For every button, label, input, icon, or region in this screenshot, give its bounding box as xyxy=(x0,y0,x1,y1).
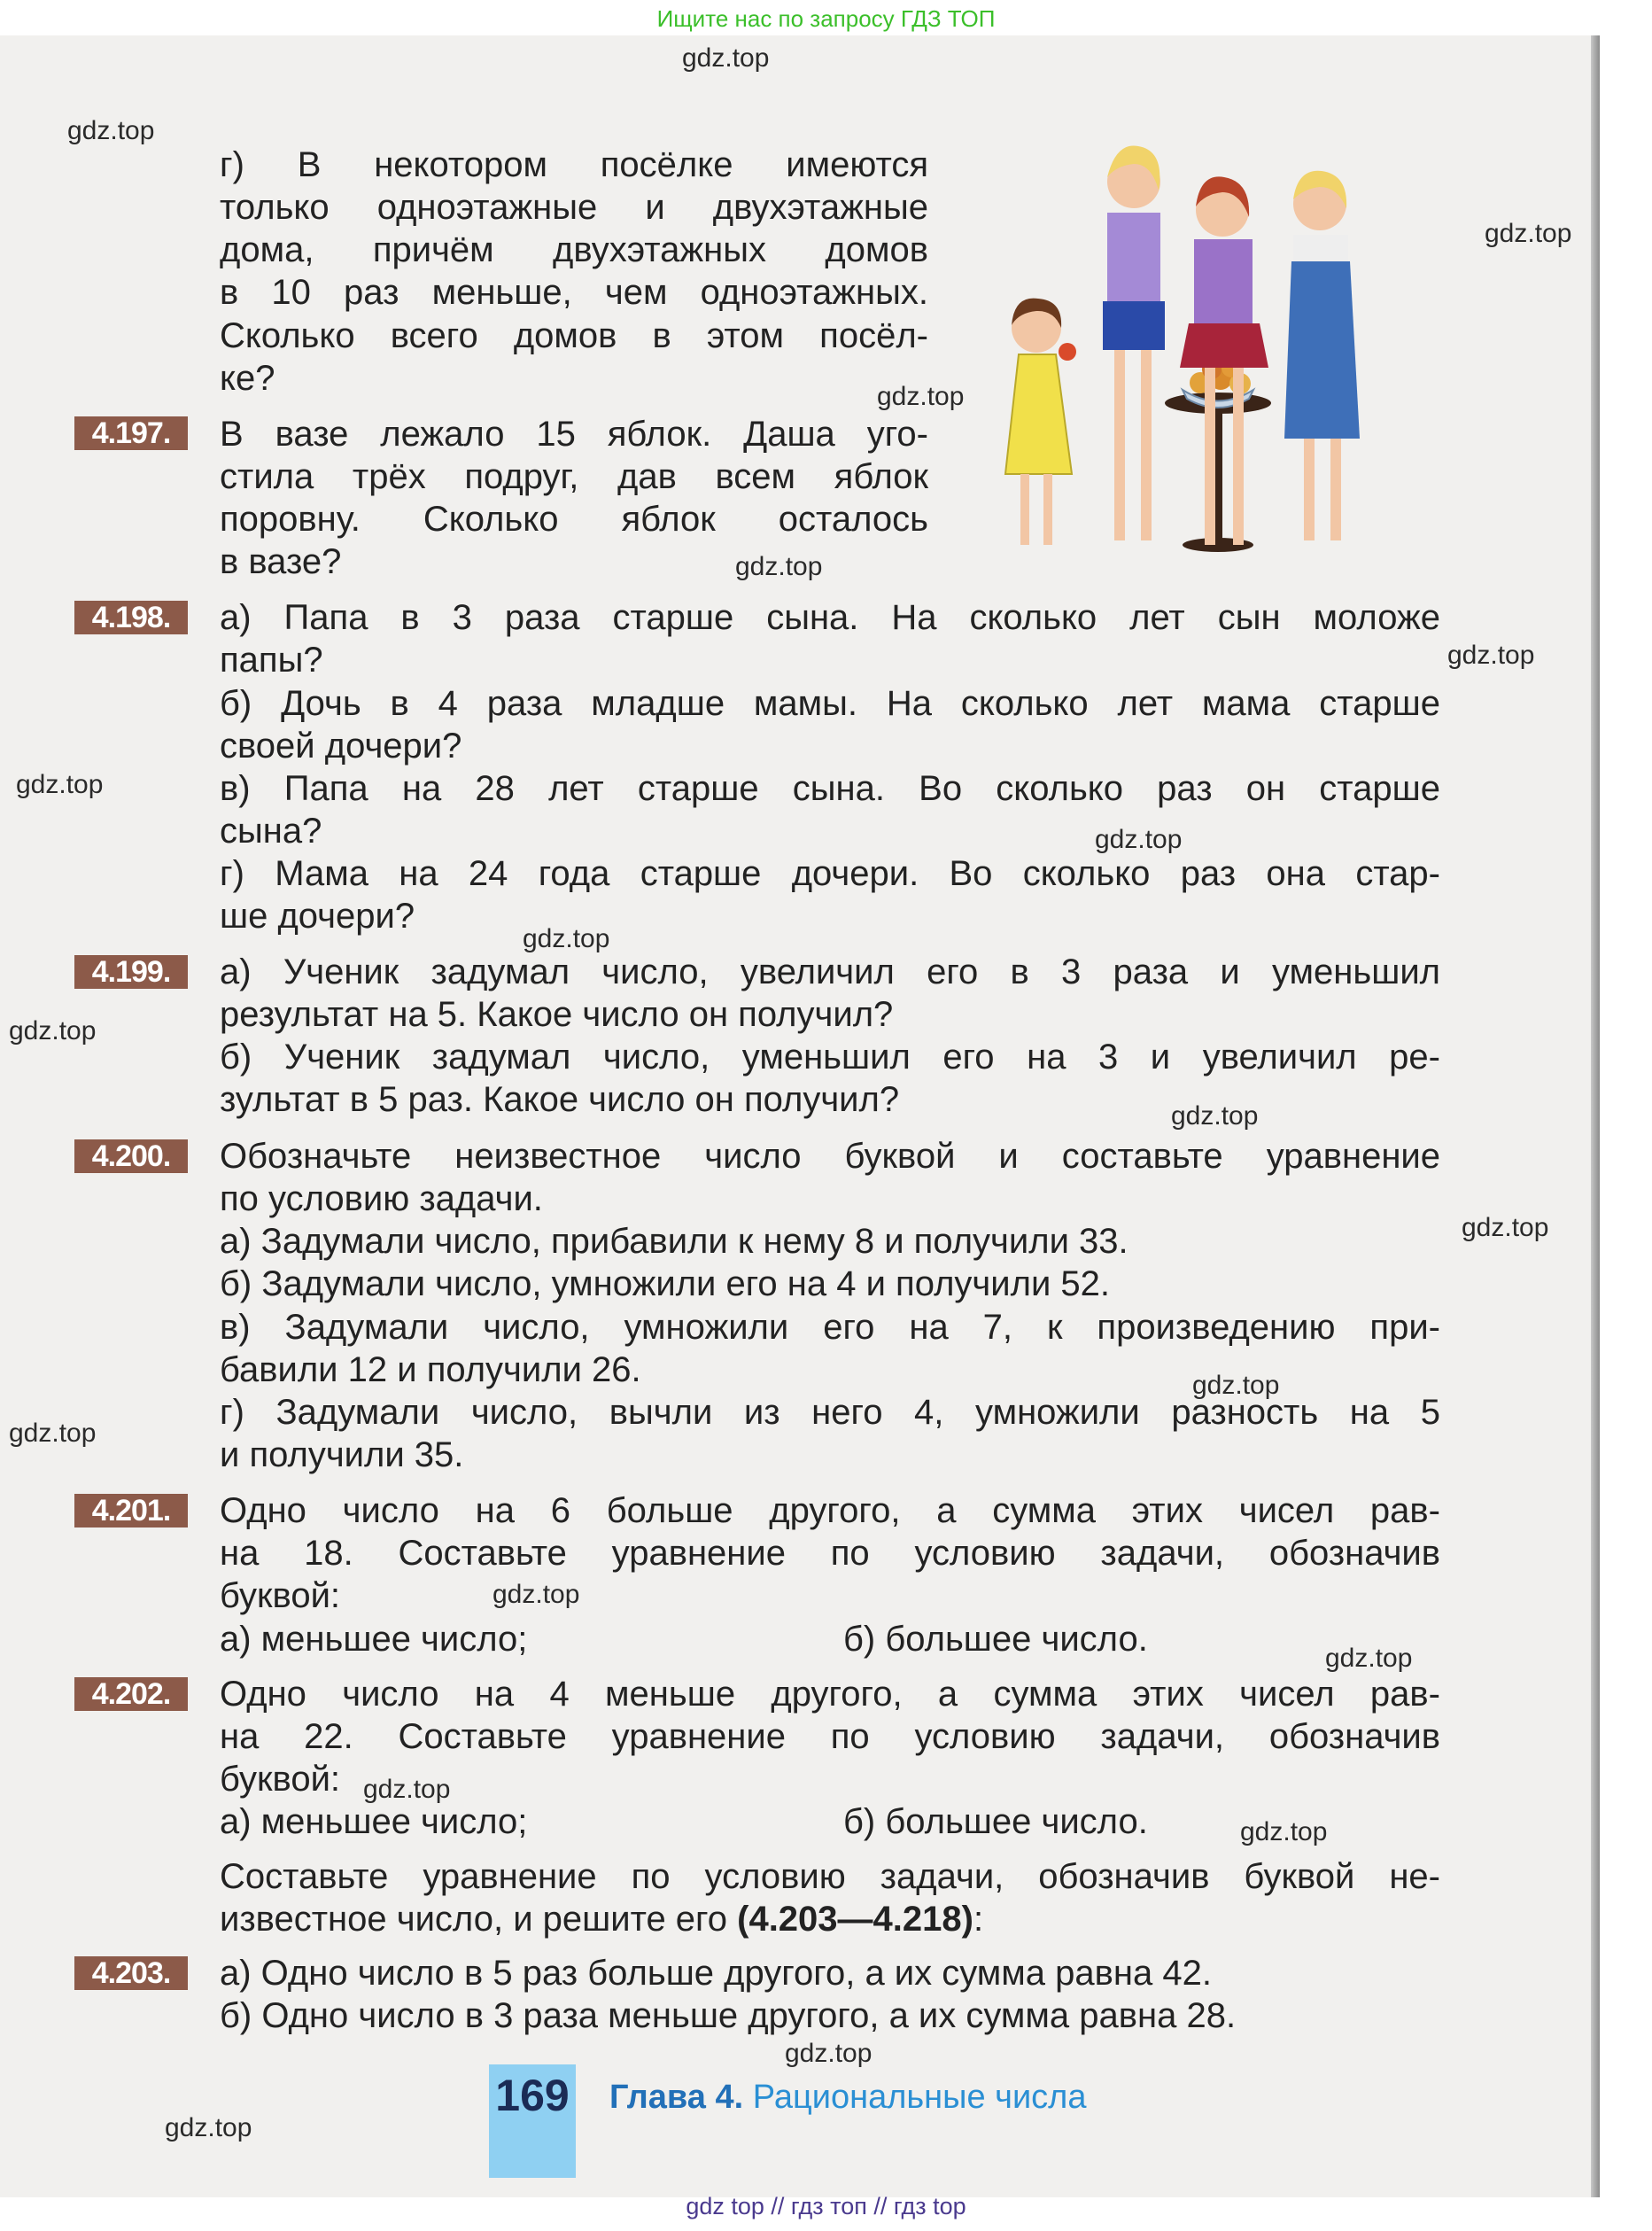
task-198-line: г) Мама на 24 года старше дочери. Во сколько раз она стар- xyxy=(220,854,1440,893)
watermark: gdz.top xyxy=(1485,219,1572,248)
task-201-line: буквой: xyxy=(220,1576,341,1615)
task-202-option-b: б) большее число. xyxy=(843,1802,1148,1841)
red-skirt xyxy=(1180,323,1268,368)
watermark: gdz.top xyxy=(67,116,155,145)
task-199-line: результат на 5. Какое число он получил? xyxy=(220,995,894,1034)
task-196-g-line: только одноэтажные и двухэтажные xyxy=(220,188,928,227)
task-number-badge: 4.197. xyxy=(74,416,188,450)
watermark: gdz.top xyxy=(1240,1817,1328,1846)
girl-leg xyxy=(1114,350,1125,540)
task-200-line: а) Задумали число, прибавили к нему 8 и получили 33. xyxy=(220,1222,1128,1261)
task-203-line: б) Одно число в 3 раза меньше другого, а их сумма равна 28. xyxy=(220,1996,1237,2035)
task-198-line: б) Дочь в 4 раза младше мамы. На сколько лет мама старше xyxy=(220,684,1440,723)
watermark: gdz.top xyxy=(785,2039,873,2068)
task-199-line: зультат в 5 раз. Какое число он получил? xyxy=(220,1080,900,1119)
task-201-line: Одно число на 6 больше другого, а сумма этих чисел рав- xyxy=(220,1491,1440,1530)
task-200-line: бавили 12 и получили 26. xyxy=(220,1350,641,1389)
girl-leg xyxy=(1304,439,1315,540)
task-197-line: В вазе лежало 15 яблок. Даша уго- xyxy=(220,415,928,454)
girl-leg xyxy=(1020,474,1029,545)
chapter-name: Рациональные числа xyxy=(752,2079,1087,2116)
watermark: gdz.top xyxy=(1192,1371,1280,1400)
watermark: gdz.top xyxy=(492,1580,580,1609)
task-201-line: на 18. Составьте уравнение по условию задачи, обозначив xyxy=(220,1534,1440,1573)
task-200-line: г) Задумали число, вычли из него 4, умножили разность на 5 xyxy=(220,1393,1440,1432)
task-197-line: в вазе? xyxy=(220,542,342,581)
instruction-text: известное число, и решите его xyxy=(220,1900,738,1939)
task-197-line: стила трёх подруг, дав всем яблок xyxy=(220,457,928,496)
watermark: gdz.top xyxy=(1095,825,1183,854)
watermark: gdz.top xyxy=(523,924,610,953)
chapter-title xyxy=(609,2076,1087,2118)
watermark: gdz.top xyxy=(9,1016,97,1046)
girl-leg xyxy=(1205,368,1215,545)
purple-top xyxy=(1107,213,1160,301)
task-198-line: а) Папа в 3 раза старше сына. На сколько лет сын моложе xyxy=(220,598,1440,637)
task-198-line: ше дочери? xyxy=(220,897,415,936)
task-196-g-line: Сколько всего домов в этом посёл- xyxy=(220,316,928,355)
instruction-line: Составьте уравнение по условию задачи, обозначив буквой не- xyxy=(220,1857,1440,1896)
girl-leg xyxy=(1233,368,1244,545)
chapter-label: Глава 4. xyxy=(609,2079,744,2116)
task-196-g-line: ке? xyxy=(220,359,275,398)
footer-site-links[interactable]: gdz top // гдз топ // гдз top xyxy=(686,2193,966,2219)
task-200-line: в) Задумали число, умножили его на 7, к произведению при- xyxy=(220,1308,1440,1347)
task-200-line: б) Задумали число, умножили его на 4 и получили 52. xyxy=(220,1264,1110,1303)
task-number-badge: 4.200. xyxy=(74,1139,188,1173)
task-number-badge: 4.198. xyxy=(74,601,188,634)
page-edge-shadow xyxy=(1591,35,1600,2197)
watermark: gdz.top xyxy=(165,2113,252,2142)
watermark: gdz.top xyxy=(877,382,965,411)
task-196-g-line: г) В некотором посёлке имеются xyxy=(220,145,928,184)
instruction-line xyxy=(220,1898,983,1940)
task-196-g-line: дома, причём двухэтажных домов xyxy=(220,230,928,269)
task-203-line: а) Одно число в 5 раз больше другого, а их сумма равна 42. xyxy=(220,1954,1212,1993)
watermark: gdz.top xyxy=(1447,641,1535,670)
task-198-line: папы? xyxy=(220,641,323,680)
watermark: gdz.top xyxy=(16,770,104,799)
blue-skirt xyxy=(1103,301,1165,350)
task-200-line: по условию задачи. xyxy=(220,1179,543,1218)
instruction-colon: : xyxy=(973,1900,984,1939)
task-number-badge: 4.202. xyxy=(74,1677,188,1711)
task-202-line: Одно число на 4 меньше другого, а сумма этих чисел рав- xyxy=(220,1675,1440,1714)
purple-sweater xyxy=(1194,239,1253,323)
watermark: gdz.top xyxy=(363,1775,451,1804)
task-number-badge: 4.199. xyxy=(74,955,188,989)
task-196-g-line: в 10 раз меньше, чем одноэтажных. xyxy=(220,273,928,312)
watermark: gdz.top xyxy=(735,552,823,581)
girl-leg xyxy=(1141,350,1152,540)
task-199-line: б) Ученик задумал число, уменьшил его на 3 и увеличил ре- xyxy=(220,1038,1440,1077)
task-number-badge: 4.203. xyxy=(74,1956,188,1990)
task-197-line: поровну. Сколько яблок осталось xyxy=(220,500,928,539)
task-201-option-a: а) меньшее число; xyxy=(220,1620,528,1659)
task-198-line: своей дочери? xyxy=(220,727,462,766)
task-202-line: на 22. Составьте уравнение по условию задачи, обозначив xyxy=(220,1717,1440,1756)
task-201-option-b: б) большее число. xyxy=(843,1620,1148,1659)
yellow-dress xyxy=(1005,354,1072,474)
watermark: gdz.top xyxy=(1325,1644,1413,1673)
watermark: gdz.top xyxy=(682,43,770,73)
task-number-badge: 4.201. xyxy=(74,1494,188,1527)
page-number: 169 xyxy=(495,2071,570,2120)
instruction-task-range: (4.203—4.218) xyxy=(737,1900,973,1939)
apple xyxy=(1059,343,1076,361)
task-199-line: а) Ученик задумал число, увеличил его в 3 раза и уменьшил xyxy=(220,952,1440,991)
blue-jumper xyxy=(1284,261,1360,439)
task-200-line: Обозначьте неизвестное число буквой и составьте уравнение xyxy=(220,1137,1440,1176)
watermark: gdz.top xyxy=(9,1419,97,1448)
task-200-line: и получили 35. xyxy=(220,1435,464,1474)
girl-leg xyxy=(1043,474,1052,545)
task-202-line: буквой: xyxy=(220,1760,341,1799)
task-198-line: в) Папа на 28 лет старше сына. Во сколько раз он старше xyxy=(220,769,1440,808)
watermark: gdz.top xyxy=(1462,1213,1549,1242)
search-banner-link[interactable]: Ищите нас по запросу ГДЗ ТОП xyxy=(656,5,996,32)
task-198-line: сына? xyxy=(220,812,322,851)
girl-leg xyxy=(1330,439,1341,540)
task-202-option-a: а) меньшее число; xyxy=(220,1802,528,1841)
girls-with-apples-illustration xyxy=(983,137,1382,571)
watermark: gdz.top xyxy=(1171,1101,1259,1131)
